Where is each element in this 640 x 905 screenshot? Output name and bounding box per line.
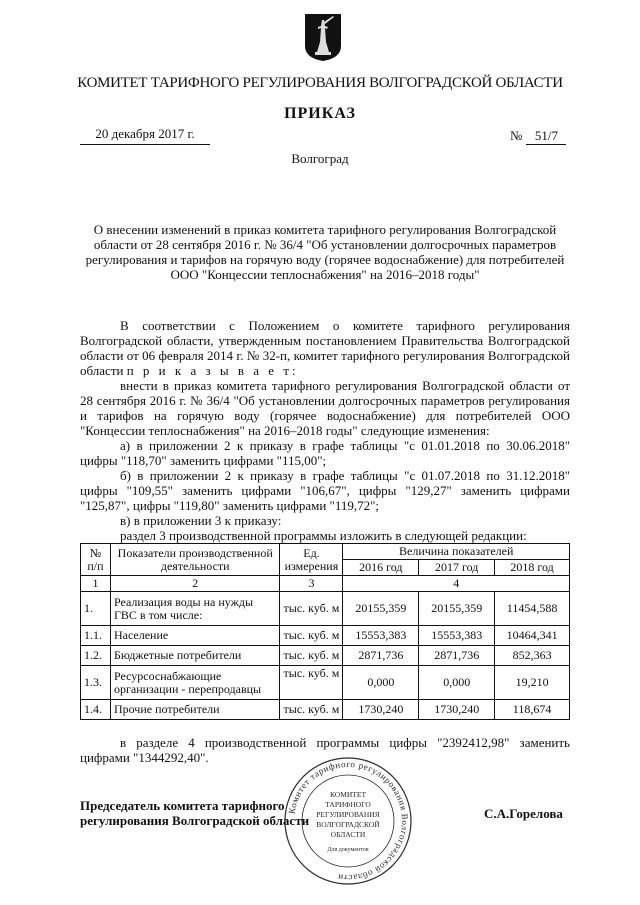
row-value-2016: 0,000	[343, 666, 419, 700]
header-2016: 2016 год	[343, 560, 419, 576]
table-row	[81, 700, 570, 720]
paragraph-v	[80, 513, 570, 528]
svg-text:КОМИТЕТ: КОМИТЕТ	[329, 790, 367, 799]
row-indicator: Ресурсоснабжающие организации - перепродавцы	[110, 666, 280, 700]
signatory-position: Председатель комитета тарифного регулирования Волгоградской области	[80, 798, 310, 828]
header-values: Величина показателей	[343, 544, 570, 560]
row-value-2017: 20155,359	[419, 592, 495, 626]
row-value-2016: 2871,736	[343, 646, 419, 666]
table-row	[81, 646, 570, 666]
header-num: № п/п	[81, 544, 111, 576]
table-row	[81, 666, 570, 700]
paragraph-b-text: б) в приложении 2 к приказу в графе таблицы "с 01.07.2018 по 31.12.2018" цифры "109,55" заменить цифрами "106,67", цифры "129,27" заменить цифрами "125,87", цифры "119,80" заменить цифрами "119,72";	[80, 468, 570, 513]
row-indicator: Население	[110, 626, 280, 646]
city: Волгоград	[291, 151, 349, 166]
row-value-2018: 118,674	[495, 700, 570, 720]
row-value-2016: 15553,383	[343, 626, 419, 646]
paragraph-v-text: в) в приложении 3 к приказу:	[120, 513, 282, 528]
row-value-2016: 1730,240	[343, 700, 419, 720]
order-date: 20 декабря 2017 г.	[80, 126, 210, 145]
order-number	[510, 128, 566, 145]
row-number: 1.2.	[81, 646, 111, 666]
row-value-2017: 0,000	[419, 666, 495, 700]
table-row	[81, 626, 570, 646]
row-value-2018: 11454,588	[495, 592, 570, 626]
row-unit: тыс. куб. м	[280, 666, 343, 700]
table-header-row	[81, 544, 570, 560]
committee-name: КОМИТЕТ ТАРИФНОГО РЕГУЛИРОВАНИЯ ВОЛГОГРАДСКОЙ ОБЛАСТИ	[77, 75, 563, 91]
paragraph-v1	[80, 528, 570, 543]
header-2018: 2018 год	[495, 560, 570, 576]
row-value-2017: 1730,240	[419, 700, 495, 720]
header-unit: Ед. измерения	[280, 544, 343, 576]
header-indicator: Показатели производственной деятельности	[110, 544, 280, 576]
paragraph-a-text: а) в приложении 2 к приказу в графе таблицы "с 01.01.2018 по 30.06.2018" цифры "118,70" заменить цифрами "115,00";	[80, 438, 570, 468]
svg-text:Комитет тарифного регулировани: Комитет тарифного регулирования Волгоградской области	[286, 758, 411, 884]
number-label: №	[510, 128, 523, 143]
row-value-2018: 852,363	[495, 646, 570, 666]
svg-text:ТАРИФНОГО: ТАРИФНОГО	[325, 800, 371, 809]
row-unit: тыс. куб. м	[280, 646, 343, 666]
paragraph-a	[80, 438, 570, 468]
colnum-3: 3	[280, 576, 343, 592]
row-indicator: Реализация воды на нужды ГВС в том числе:	[110, 592, 280, 626]
svg-text:РЕГУЛИРОВАНИЯ: РЕГУЛИРОВАНИЯ	[316, 810, 380, 819]
svg-text:Для документов: Для документов	[327, 847, 369, 853]
row-value-2018: 10464,341	[495, 626, 570, 646]
row-number: 1.	[81, 592, 111, 626]
row-value-2018: 19,210	[495, 666, 570, 700]
colnum-2: 2	[110, 576, 280, 592]
row-unit: тыс. куб. м	[280, 626, 343, 646]
number-value: 51/7	[526, 128, 566, 145]
svg-text:ВОЛГОГРАДСКОЙ: ВОЛГОГРАДСКОЙ	[316, 820, 380, 829]
paragraph-main-text: внести в приказ комитета тарифного регулирования Волгоградской области от 28 сентября 2016 г. № 36/4 "Об установлении долгосрочных параметров регулирования и тарифов на горячую воду (горячее водоснабжение) для потребителей ООО "Концессии теплоснабжения" на 2016–2018 годы" следующие изменения:	[80, 378, 570, 438]
row-indicator: Бюджетные потребители	[110, 646, 280, 666]
row-number: 1.1.	[81, 626, 111, 646]
paragraph-b	[80, 468, 570, 513]
paragraph-v1-text: раздел 3 производственной программы изложить в следующей редакции:	[120, 528, 527, 543]
preamble-text: В соответствии с Положением о комитете тарифного регулирования Волгоградской области, утвержденным постановлением Правительства Волгоградской области от 06 февраля 2014 г. № 32-п, комитет тарифного регулирования Волгоградской области	[80, 318, 570, 378]
row-unit: тыс. куб. м	[280, 592, 343, 626]
order-subject: О внесении изменений в приказ комитета тарифного регулирования Волгоградской области от 28 сентября 2016 г. № 36/4 "Об установлении долгосрочных параметров регулирования и тарифов на горячую воду (горячее водоснабжение) для потребителей ООО "Концессии теплоснабжения" на 2016–2018 годы"	[85, 222, 565, 282]
svg-text:ОБЛАСТИ: ОБЛАСТИ	[330, 830, 366, 839]
row-value-2016: 20155,359	[343, 592, 419, 626]
paragraph-after-table-text: в разделе 4 производственной программы цифры "2392412,98" заменить цифрами "1344292,40".	[80, 735, 570, 765]
row-number: 1.3.	[81, 666, 111, 700]
column-number-row	[81, 576, 570, 592]
row-indicator: Прочие потребители	[110, 700, 280, 720]
table-row	[81, 592, 570, 626]
coat-of-arms-icon	[303, 12, 343, 62]
colnum-1: 1	[81, 576, 111, 592]
row-unit: тыс. куб. м	[280, 700, 343, 720]
paragraph-main	[80, 378, 570, 438]
colnum-4: 4	[343, 576, 570, 592]
production-program-table	[80, 543, 570, 720]
row-number: 1.4.	[81, 700, 111, 720]
order-title: ПРИКАЗ	[284, 105, 356, 122]
preamble	[80, 318, 570, 378]
row-value-2017: 2871,736	[419, 646, 495, 666]
signatory-name: С.А.Горелова	[484, 806, 563, 821]
row-value-2017: 15553,383	[419, 626, 495, 646]
orders-word: п р и к а з ы в а е т:	[126, 363, 299, 378]
header-2017: 2017 год	[419, 560, 495, 576]
